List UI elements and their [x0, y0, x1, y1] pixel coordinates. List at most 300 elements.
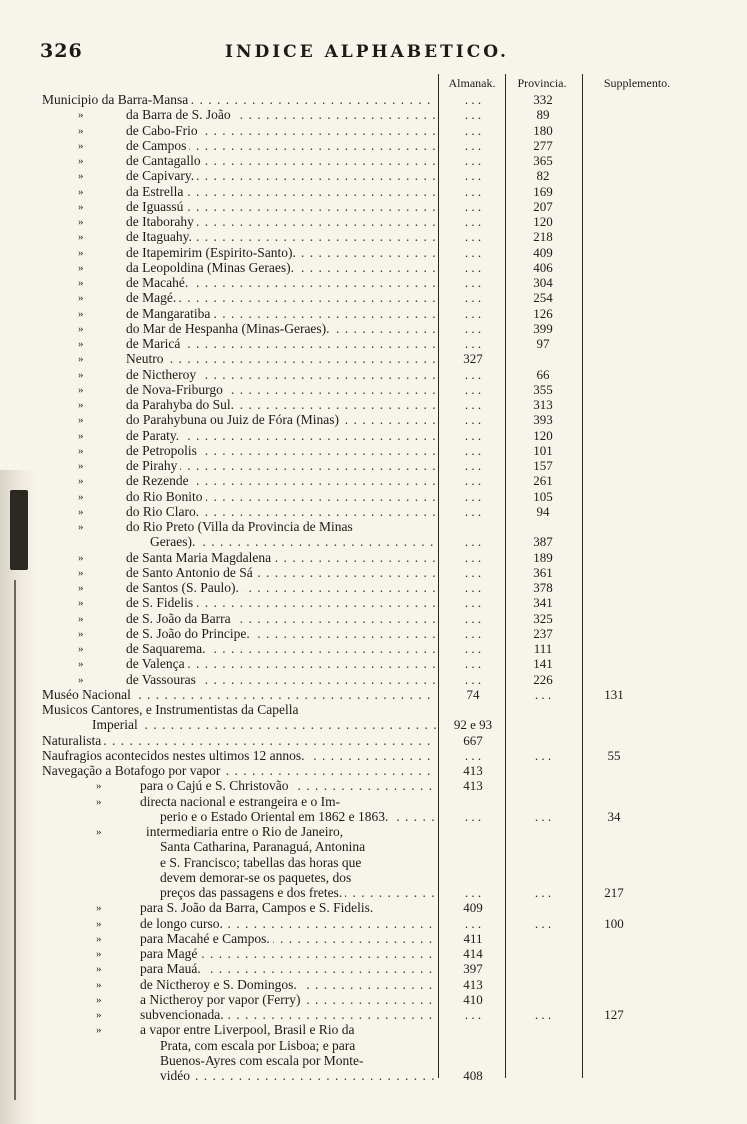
- index-entry: [0, 855, 747, 871]
- provincia-ref: [506, 900, 580, 916]
- supplemento-ref: 55: [607, 747, 621, 763]
- almanak-ref: . . .: [464, 122, 482, 138]
- almanak-ref: . . .: [464, 107, 482, 123]
- ditto-mark: »: [78, 200, 84, 213]
- supplemento-ref: [584, 184, 644, 200]
- supplemento-ref: [584, 656, 644, 672]
- ditto-mark: »: [78, 597, 84, 610]
- ditto-mark: »: [96, 780, 102, 793]
- index-entry: [0, 428, 747, 444]
- supplemento-ref: [584, 763, 644, 779]
- entry-text: directa nacional e estrangeira e o Im-: [140, 794, 436, 810]
- supplemento-ref: [584, 534, 644, 550]
- supplemento-ref: [584, 367, 644, 383]
- index-entry: [0, 412, 747, 428]
- supplemento-ref: [584, 641, 644, 657]
- almanak-ref: 397: [463, 961, 483, 977]
- provincia-ref: 169: [533, 183, 553, 199]
- provincia-ref: . . .: [534, 885, 552, 900]
- ditto-mark: »: [78, 109, 84, 122]
- ditto-mark: »: [78, 582, 84, 594]
- provincia-ref: [506, 992, 580, 1008]
- ditto-mark: »: [78, 505, 84, 518]
- supplemento-ref: [584, 1022, 644, 1038]
- almanak-ref: . . .: [464, 290, 482, 306]
- supplemento-ref: [584, 138, 644, 154]
- column-header-provincia: Provincia.: [517, 76, 567, 90]
- entry-text: para o Cajú e S. Christovão . . .: [140, 778, 436, 794]
- supplemento-ref: [584, 870, 644, 886]
- provincia-ref: . . .: [534, 808, 552, 824]
- ditto-mark: »: [96, 978, 102, 991]
- provincia-ref: 393: [533, 412, 553, 428]
- provincia-ref: 254: [533, 290, 553, 306]
- entry-text: do Rio Claro. . . .: [126, 504, 436, 520]
- ditto-mark: »: [96, 963, 102, 976]
- ditto-mark: »: [78, 612, 84, 625]
- entry-text: da Leopoldina (Minas Geraes). . . .: [126, 260, 436, 276]
- ditto-mark: »: [78, 368, 84, 381]
- entry-text: vidéo . . .: [160, 1068, 436, 1084]
- almanak-ref: . . .: [464, 320, 482, 336]
- almanak-ref: 413: [463, 778, 483, 794]
- ditto-mark: »: [78, 521, 84, 533]
- supplemento-ref: [584, 473, 644, 489]
- ditto-mark: »: [96, 917, 102, 930]
- entry-text: de S. Fidelis . . .: [126, 595, 436, 611]
- ditto-mark: »: [96, 1009, 102, 1021]
- ditto-mark: »: [78, 124, 84, 137]
- supplemento-ref: [584, 839, 644, 855]
- provincia-ref: 341: [533, 595, 553, 611]
- provincia-ref: 304: [533, 275, 553, 290]
- index-entry: [0, 504, 747, 520]
- almanak-ref: [441, 1022, 505, 1038]
- almanak-ref: . . .: [464, 549, 482, 565]
- almanak-ref: . . .: [464, 610, 482, 626]
- almanak-ref: [441, 1038, 505, 1054]
- almanak-ref: . . .: [464, 564, 482, 580]
- supplemento-ref: [584, 992, 644, 1008]
- index-entry: [0, 489, 747, 505]
- ditto-mark: »: [78, 307, 84, 320]
- almanak-ref: . . .: [464, 534, 482, 550]
- supplemento-ref: 131: [604, 686, 624, 702]
- supplemento-ref: [584, 489, 644, 505]
- index-entry: [0, 763, 747, 779]
- supplemento-ref: [584, 412, 644, 428]
- almanak-ref: . . .: [464, 244, 482, 260]
- index-entry: [0, 870, 747, 886]
- almanak-ref: . . .: [464, 198, 482, 214]
- entry-text: para Magé . . .: [140, 946, 436, 962]
- index-entry: [0, 641, 747, 657]
- index-entry: [0, 534, 747, 550]
- ditto-mark: »: [78, 155, 84, 167]
- entry-text: de Mangaratiba . . .: [126, 306, 436, 322]
- provincia-ref: 101: [533, 442, 553, 458]
- supplemento-ref: [584, 580, 644, 596]
- provincia-ref: 218: [533, 229, 553, 245]
- provincia-ref: [506, 977, 580, 993]
- index-entry: [0, 900, 747, 916]
- index-entry: [0, 1068, 747, 1084]
- entry-text: para Mauá. . . .: [140, 961, 436, 977]
- index-entry: [0, 199, 747, 215]
- supplemento-ref: [584, 382, 644, 398]
- entry-text: de Valença . . .: [126, 656, 436, 672]
- provincia-ref: [506, 1022, 580, 1038]
- almanak-ref: 413: [463, 976, 483, 992]
- provincia-ref: [506, 794, 580, 810]
- provincia-ref: 409: [533, 244, 553, 260]
- supplemento-ref: [584, 428, 644, 444]
- provincia-ref: [506, 519, 580, 535]
- index-entry: [0, 92, 747, 108]
- supplemento-ref: [584, 977, 644, 993]
- entry-text: de Petropolis . . .: [126, 443, 436, 459]
- index-entry: [0, 397, 747, 413]
- index-entry: [0, 809, 747, 825]
- almanak-ref: . . .: [464, 473, 482, 489]
- index-entry: [0, 824, 747, 840]
- provincia-ref: [506, 961, 580, 977]
- provincia-ref: 89: [536, 107, 550, 123]
- supplemento-ref: [584, 961, 644, 977]
- entry-text: de Santos (S. Paulo). . . .: [126, 580, 436, 596]
- almanak-ref: . . .: [464, 214, 482, 229]
- provincia-ref: 387: [533, 534, 553, 550]
- supplemento-ref: 100: [604, 915, 624, 931]
- ditto-mark: »: [78, 322, 84, 335]
- page-title: INDICE ALPHABETICO.: [225, 42, 509, 62]
- entry-text: de Pirahy . . .: [126, 458, 436, 474]
- entry-text: de Itaborahy . . .: [126, 214, 436, 230]
- index-entry: [0, 931, 747, 947]
- entry-text: de Nictheroy e S. Domingos. . . .: [140, 977, 436, 993]
- almanak-ref: . . .: [464, 915, 482, 931]
- almanak-ref: . . .: [464, 671, 482, 687]
- index-entry: [0, 550, 747, 566]
- ditto-mark: »: [78, 566, 84, 579]
- provincia-ref: [506, 1068, 580, 1084]
- almanak-ref: . . .: [464, 259, 482, 275]
- index-entry: [0, 748, 747, 764]
- index-entry: [0, 839, 747, 855]
- almanak-ref: . . .: [464, 229, 482, 245]
- index-entry: [0, 885, 747, 901]
- entry-text: do Rio Bonito . . .: [126, 489, 436, 505]
- ditto-mark: »: [78, 490, 84, 503]
- almanak-ref: 92 e 93: [453, 717, 493, 733]
- index-entry: [0, 1007, 747, 1023]
- index-entry: [0, 961, 747, 977]
- provincia-ref: 111: [533, 641, 553, 656]
- almanak-ref: [441, 855, 505, 871]
- ditto-mark: »: [78, 643, 84, 655]
- provincia-ref: 313: [533, 397, 553, 412]
- provincia-ref: [506, 733, 580, 749]
- provincia-ref: 105: [533, 488, 553, 504]
- index-entry: [0, 717, 747, 733]
- index-entry: [0, 565, 747, 581]
- entry-text: Musicos Cantores, e Instrumentistas da Capella: [42, 702, 436, 718]
- ditto-mark: »: [78, 216, 84, 228]
- index-entry: [0, 260, 747, 276]
- ditto-mark: »: [96, 993, 102, 1006]
- entry-text: do Parahybuna ou Juiz de Fóra (Minas) . . .: [126, 412, 436, 428]
- index-entry: [0, 321, 747, 337]
- index-entry: [0, 519, 747, 535]
- index-entry: [0, 580, 747, 596]
- almanak-ref: . . .: [464, 183, 482, 199]
- ditto-mark: »: [78, 170, 84, 183]
- entry-text: de Nictheroy . . .: [126, 367, 436, 383]
- entry-text: de Paraty. . . .: [126, 428, 436, 444]
- index-entry: [0, 1053, 747, 1069]
- supplemento-ref: [584, 275, 644, 291]
- column-header-almanak: Almanak.: [448, 76, 496, 90]
- almanak-ref: . . .: [464, 381, 482, 397]
- supplemento-ref: [584, 1068, 644, 1084]
- entry-text: de S. João da Barra . . .: [126, 611, 436, 627]
- entry-text: Geraes). . . .: [150, 534, 436, 550]
- almanak-ref: . . .: [464, 656, 482, 672]
- index-entry: [0, 214, 747, 230]
- almanak-ref: . . .: [464, 1007, 482, 1022]
- provincia-ref: [506, 870, 580, 886]
- entry-text: de Rezende . . .: [126, 473, 436, 489]
- provincia-ref: 277: [533, 137, 553, 153]
- almanak-ref: . . .: [464, 808, 482, 824]
- ditto-mark: »: [96, 1024, 102, 1037]
- supplemento-ref: [584, 717, 644, 733]
- supplemento-ref: [584, 321, 644, 337]
- almanak-ref: [441, 1053, 505, 1069]
- index-entry: [0, 977, 747, 993]
- supplemento-ref: [584, 900, 644, 916]
- provincia-ref: 66: [536, 366, 550, 382]
- index-entry: [0, 275, 747, 291]
- index-entry: [0, 672, 747, 688]
- ditto-mark: »: [78, 475, 84, 488]
- entry-text: Prata, com escala por Lisboa; e para: [160, 1038, 436, 1054]
- ditto-mark: »: [78, 185, 84, 198]
- provincia-ref: 365: [533, 153, 553, 168]
- index-entry: [0, 687, 747, 703]
- almanak-ref: 409: [463, 900, 483, 916]
- supplemento-ref: [584, 107, 644, 123]
- index-entry: [0, 778, 747, 794]
- provincia-ref: 207: [533, 198, 553, 214]
- provincia-ref: 120: [533, 427, 553, 443]
- provincia-ref: 378: [533, 580, 553, 595]
- index-entry: [0, 138, 747, 154]
- entry-text: de Maricá . . .: [126, 336, 436, 352]
- entry-text: de Macahé. . . .: [126, 275, 436, 291]
- provincia-ref: 325: [533, 610, 553, 626]
- almanak-ref: 667: [463, 732, 483, 748]
- ditto-mark: »: [78, 460, 84, 472]
- provincia-ref: . . .: [534, 915, 552, 931]
- supplemento-ref: [584, 306, 644, 322]
- entry-text: Municipio da Barra-Mansa . . .: [42, 92, 436, 108]
- entry-text: Naturalista . . .: [42, 733, 436, 749]
- provincia-ref: 94: [536, 503, 550, 519]
- entry-text: de Nova-Friburgo . . .: [126, 382, 436, 398]
- provincia-ref: [506, 717, 580, 733]
- entry-text: de longo curso. . . .: [140, 916, 436, 932]
- supplemento-ref: [584, 794, 644, 810]
- supplemento-ref: [584, 336, 644, 352]
- index-entry: [0, 382, 747, 398]
- entry-text: intermediaria entre o Rio de Janeiro,: [146, 824, 436, 840]
- supplemento-ref: [584, 199, 644, 215]
- index-entry: [0, 229, 747, 245]
- supplemento-ref: [584, 946, 644, 962]
- almanak-ref: [441, 794, 505, 810]
- entry-text: Imperial . . .: [92, 717, 436, 733]
- almanak-ref: . . .: [464, 503, 482, 519]
- supplemento-ref: [584, 153, 644, 169]
- supplemento-ref: 127: [604, 1007, 624, 1022]
- index-entry: [0, 733, 747, 749]
- ditto-mark: »: [96, 932, 102, 945]
- supplemento-ref: [584, 824, 644, 840]
- almanak-ref: 408: [463, 1068, 483, 1083]
- index-entry: [0, 473, 747, 489]
- entry-text: a vapor entre Liverpool, Brasil e Rio da: [140, 1022, 436, 1038]
- provincia-ref: . . .: [534, 747, 552, 763]
- almanak-ref: . . .: [464, 580, 482, 595]
- supplemento-ref: 34: [607, 808, 621, 824]
- index-entry: [0, 794, 747, 810]
- index-entry: [0, 336, 747, 352]
- ditto-mark: »: [78, 673, 84, 686]
- entry-text: de Iguassú . . .: [126, 199, 436, 215]
- ditto-mark: »: [78, 383, 84, 396]
- provincia-ref: 180: [533, 122, 553, 138]
- almanak-ref: . . .: [464, 137, 482, 153]
- provincia-ref: [506, 778, 580, 794]
- index-entry: [0, 611, 747, 627]
- entry-text: perio e o Estado Oriental em 1862 e 1863. . . .: [160, 809, 436, 825]
- index-entry: [0, 702, 747, 718]
- provincia-ref: 399: [533, 320, 553, 336]
- provincia-ref: 126: [533, 305, 553, 321]
- entry-text: de Cantagallo . . .: [126, 153, 436, 169]
- supplemento-ref: [584, 229, 644, 245]
- supplemento-ref: [584, 626, 644, 642]
- almanak-ref: . . .: [464, 92, 482, 107]
- provincia-ref: . . .: [534, 686, 552, 702]
- almanak-ref: [441, 824, 505, 840]
- index-entry: [0, 458, 747, 474]
- provincia-ref: [506, 946, 580, 962]
- index-entry: [0, 351, 747, 367]
- provincia-ref: 261: [533, 473, 553, 489]
- index-entry: [0, 245, 747, 261]
- provincia-ref: [506, 351, 580, 367]
- supplemento-ref: [584, 245, 644, 261]
- supplemento-ref: [584, 397, 644, 413]
- index-entry: [0, 443, 747, 459]
- ditto-mark: »: [78, 338, 84, 350]
- entry-text: de Santo Antonio de Sá . . .: [126, 565, 436, 581]
- provincia-ref: [506, 824, 580, 840]
- provincia-ref: [506, 702, 580, 718]
- entry-text: subvencionada. . . .: [140, 1007, 436, 1023]
- supplemento-ref: [584, 855, 644, 871]
- ditto-mark: »: [96, 902, 102, 915]
- almanak-ref: [441, 519, 505, 535]
- almanak-ref: 74: [466, 686, 480, 702]
- index-entry: [0, 656, 747, 672]
- entry-text: Naufragios acontecidos nestes ultimos 12 annos. . . .: [42, 748, 436, 764]
- provincia-ref: [506, 1038, 580, 1054]
- supplemento-ref: [584, 504, 644, 520]
- supplemento-ref: [584, 611, 644, 627]
- index-entry: [0, 595, 747, 611]
- provincia-ref: 189: [533, 549, 553, 565]
- index-entry: [0, 107, 747, 123]
- ditto-mark: »: [78, 658, 84, 671]
- entry-text: de Cabo-Frio . . .: [126, 123, 436, 139]
- entry-text: de Vassouras . . .: [126, 672, 436, 688]
- ditto-mark: »: [78, 444, 84, 457]
- ditto-mark: »: [78, 429, 84, 442]
- supplemento-ref: 217: [604, 885, 624, 900]
- supplemento-ref: [584, 214, 644, 230]
- almanak-ref: [441, 702, 505, 718]
- supplemento-ref: [584, 550, 644, 566]
- entry-text: da Barra de S. João . . .: [126, 107, 436, 123]
- supplemento-ref: [584, 595, 644, 611]
- provincia-ref: [506, 931, 580, 947]
- provincia-ref: [506, 763, 580, 779]
- ditto-mark: »: [78, 551, 84, 564]
- entry-text: Buenos-Ayres com escala por Monte-: [160, 1053, 436, 1069]
- entry-text: Santa Catharina, Paranaguá, Antonina: [160, 839, 436, 855]
- supplemento-ref: [584, 351, 644, 367]
- ditto-mark: »: [78, 139, 84, 152]
- almanak-ref: [441, 839, 505, 855]
- index-entry: [0, 1038, 747, 1054]
- provincia-ref: 141: [533, 656, 553, 672]
- supplemento-ref: [584, 778, 644, 794]
- almanak-ref: . . .: [464, 153, 482, 168]
- almanak-ref: 413: [463, 763, 483, 778]
- entry-text: do Rio Preto (Villa da Provincia de Minas: [126, 519, 436, 535]
- page-number: 326: [40, 40, 83, 62]
- ditto-mark: »: [78, 414, 84, 427]
- provincia-ref: 361: [533, 564, 553, 580]
- index-entry: [0, 306, 747, 322]
- entry-text: e S. Francisco; tabellas das horas que: [160, 855, 436, 871]
- index-entry: [0, 367, 747, 383]
- entry-text: Muséo Nacional . . .: [42, 687, 436, 703]
- supplemento-ref: [584, 92, 644, 108]
- ditto-mark: »: [78, 277, 84, 289]
- almanak-ref: . . .: [464, 595, 482, 611]
- almanak-ref: . . .: [464, 747, 482, 763]
- supplemento-ref: [584, 733, 644, 749]
- provincia-ref: 332: [533, 92, 553, 107]
- supplemento-ref: [584, 672, 644, 688]
- almanak-ref: . . .: [464, 488, 482, 504]
- entry-text: para S. João da Barra, Campos e S. Fidelis.: [140, 900, 436, 916]
- supplemento-ref: [584, 260, 644, 276]
